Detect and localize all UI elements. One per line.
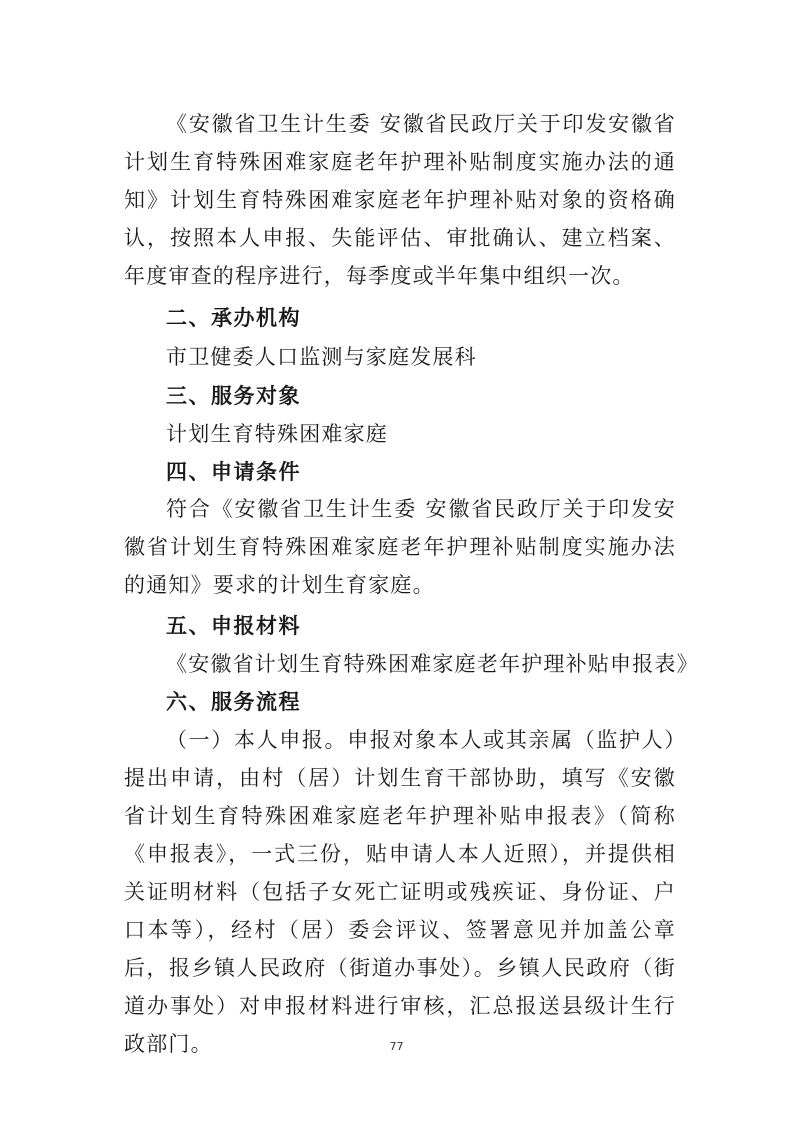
heading-materials: 五、申报材料 xyxy=(166,614,301,638)
intro-paragraph: 《安徽省卫生计生委 安徽省民政厅关于印发安徽省计划生育特殊困难家庭老年护理补贴制度实施办法的通知》计划生育特殊困难家庭老年护理补贴对象的资格确认，按照本人申报、失能评估、审批确认、建立档案、年度审查的程序进行，每季度或半年集中组织一次。 xyxy=(124,112,676,288)
organization-text: 市卫健委人口监测与家庭发展科 xyxy=(166,345,477,369)
page-number: 77 xyxy=(389,1040,404,1053)
heading-process: 六、服务流程 xyxy=(166,690,301,714)
heading-conditions: 四、申请条件 xyxy=(166,460,301,484)
heading-organization: 二、承办机构 xyxy=(166,306,301,330)
conditions-paragraph: 符合《安徽省卫生计生委 安徽省民政厅关于印发安徽省计划生育特殊困难家庭老年护理补贴制度实施办法的通知》要求的计划生育家庭。 xyxy=(124,497,676,597)
heading-service-target: 三、服务对象 xyxy=(166,384,301,408)
materials-text: 《安徽省计划生育特殊困难家庭老年护理补贴申报表》 xyxy=(166,652,699,676)
process-paragraph: （一）本人申报。申报对象本人或其亲属（监护人）提出申请，由村（居）计划生育干部协助，填写《安徽省计划生育特殊困难家庭老年护理补贴申报表》（简称《申报表》，一式三份，贴申请人本人近照），并提供相关证明材料（包括子女死亡证明或残疾证、身份证、户口本等），经村（居）委会评议、签署意见并加盖公章后，报乡镇人民政府（街道办事处）。乡镇人民政府（街道办事处）对申报材料进行审核，汇总报送县级计生行政部门。 xyxy=(124,728,676,1056)
service-target-text: 计划生育特殊困难家庭 xyxy=(166,422,388,446)
